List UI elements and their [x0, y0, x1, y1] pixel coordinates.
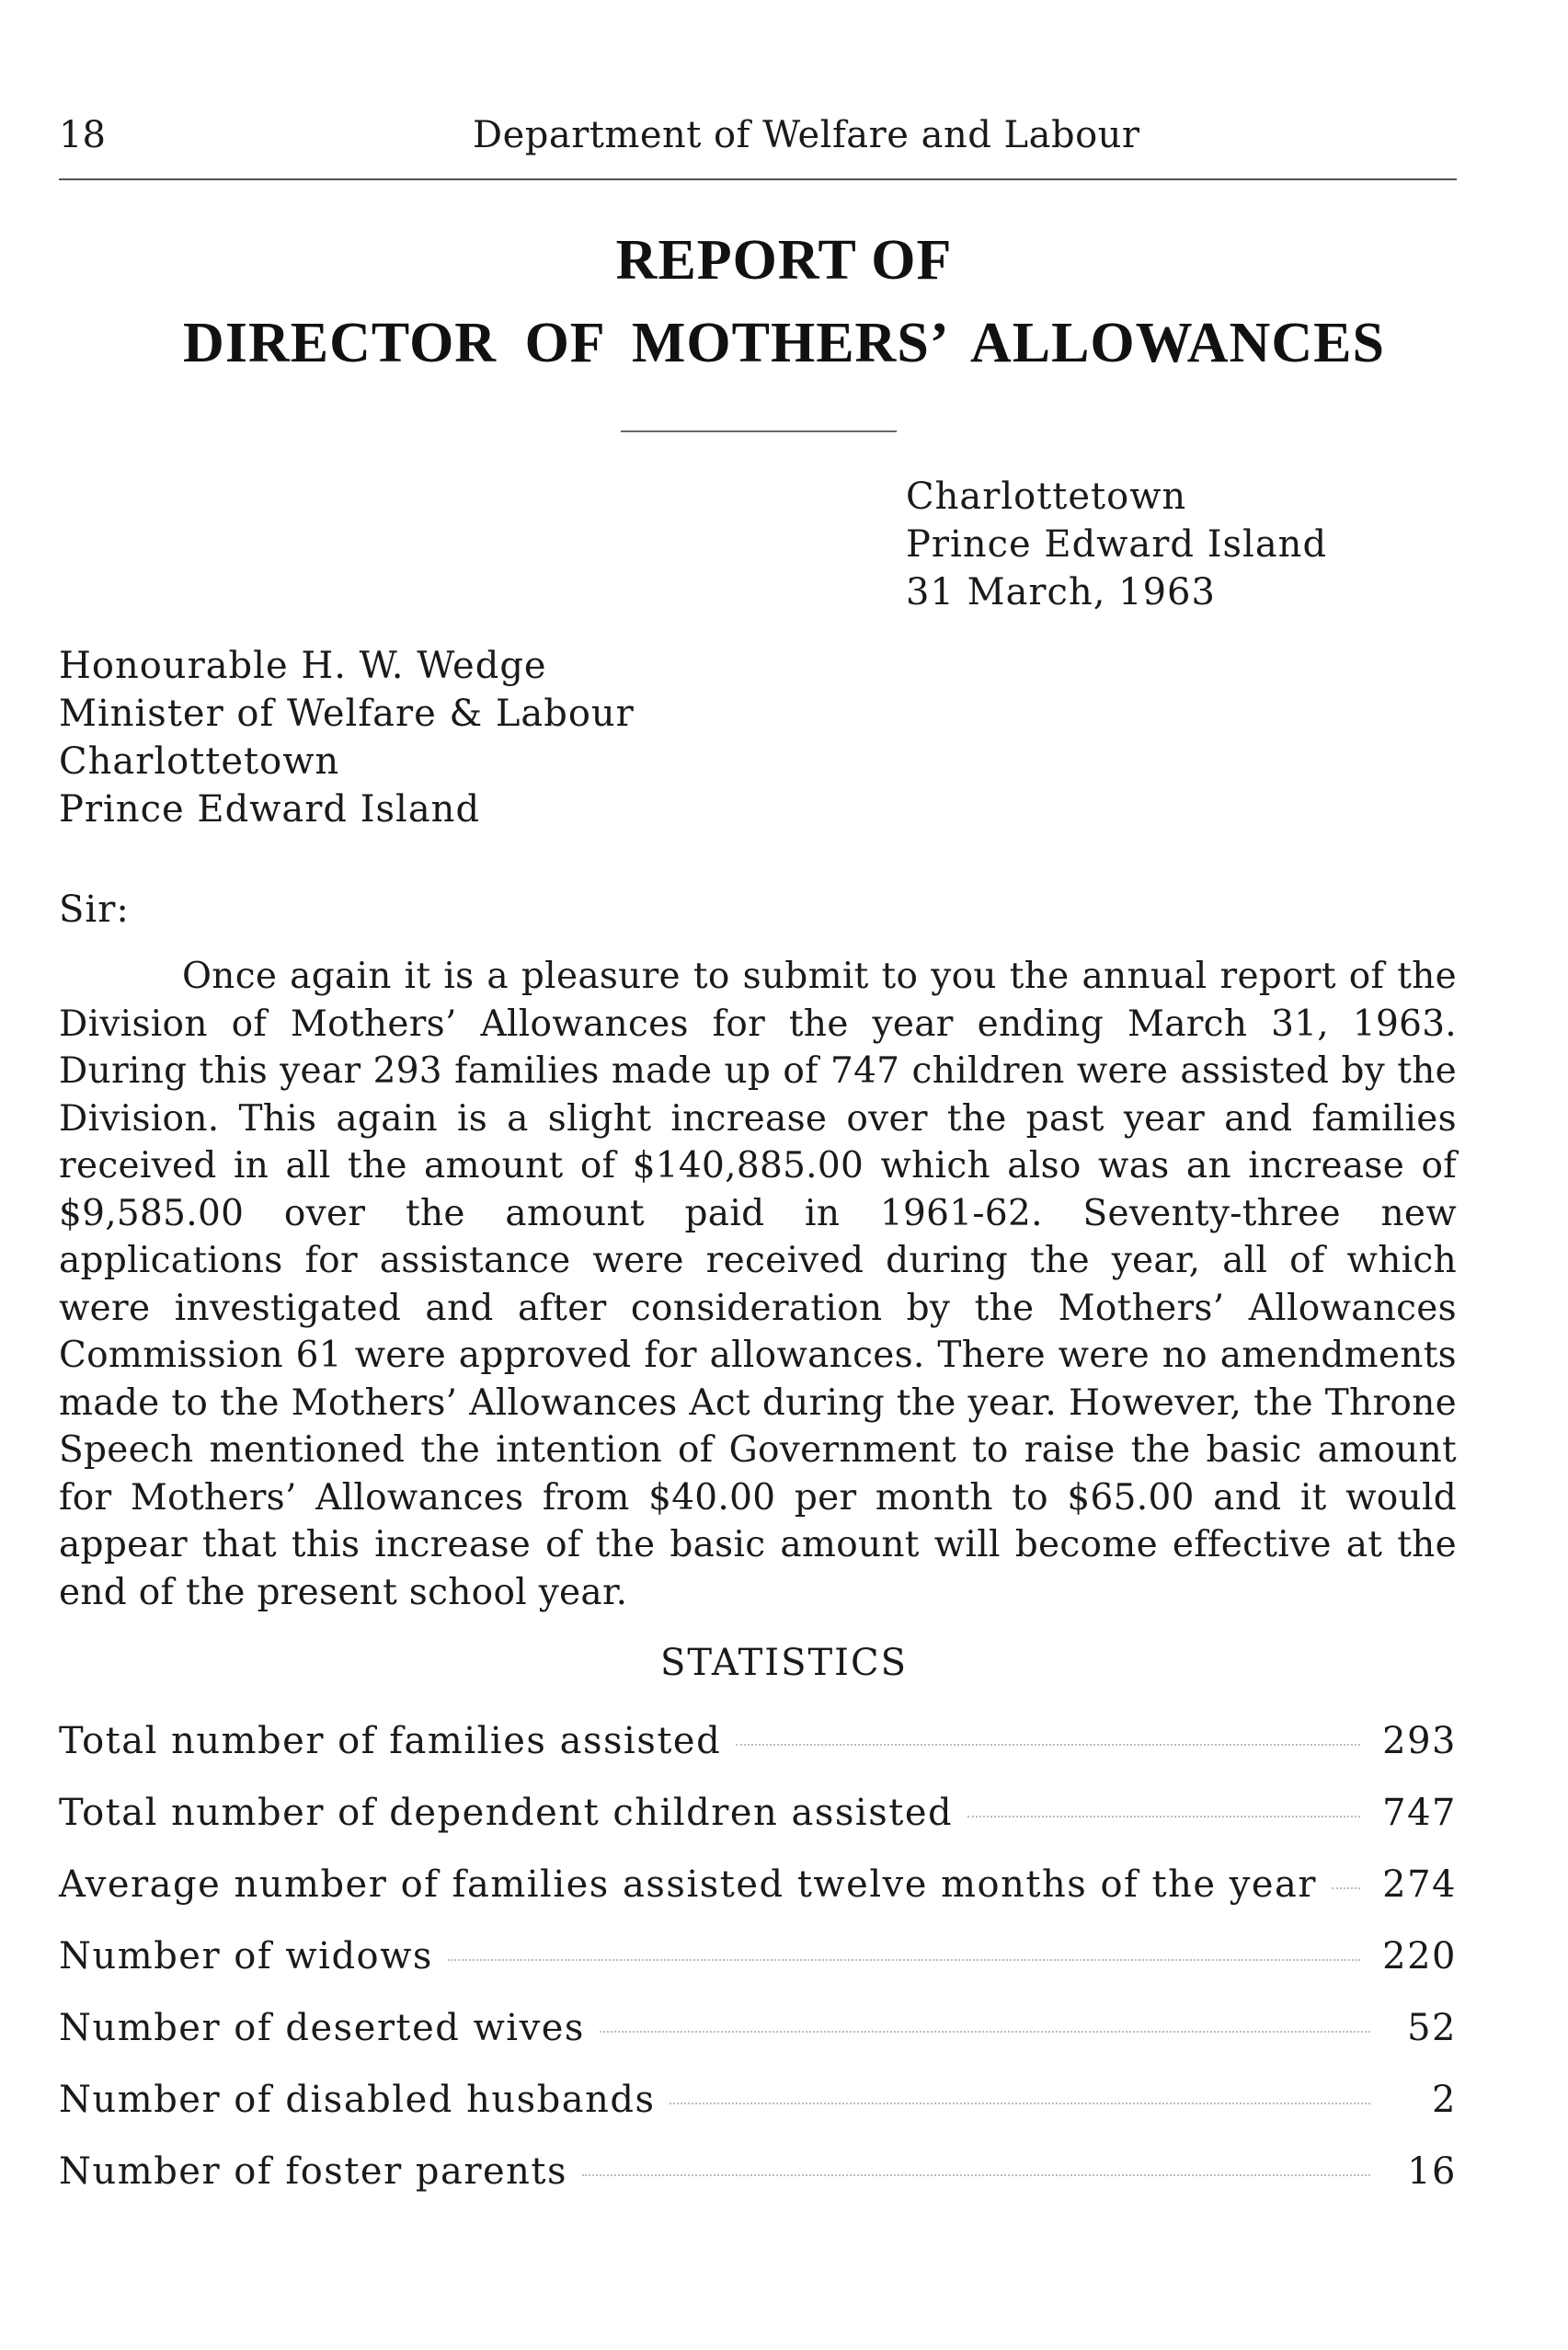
addressee-name: Honourable H. W. Wedge	[59, 645, 547, 687]
dot-leader	[967, 1816, 1360, 1817]
addressee-city: Charlottetown	[59, 740, 340, 783]
stat-value: 747	[1382, 1792, 1457, 1834]
addressee-province: Prince Edward Island	[59, 788, 481, 831]
report-body-paragraph: Once again it is a pleasure to submit to you the annual report of the Division of Mothers’ Allowances for the year ending March 31, 1963. During this year 293 families made up of 747 children were assisted by the Division. This again is a slight increase over the past year and families received in all the amount of $140,885.00 which also was an increase of $9,585.00 over the amount paid in 1961-62. Seventy-three new applications for assistance were received during the year, all of which were investigated and after consideration by the Mothers’ Allowances Commission 61 were approved for allowances. There were no amendments made to the Mothers’ Allowances Act during the year. However, the Throne Speech mentioned the intention of Government to raise the basic amount for Mothers’ Allowances from $40.00 per month to $65.00 and it would appear that this increase of the basic amount will become effective at the end of the present school year.	[59, 956, 1457, 1613]
place-and-date	[906, 473, 1327, 616]
stat-label: Number of foster parents	[59, 2150, 568, 2193]
addressee-title: Minister of Welfare & Labour	[59, 693, 635, 735]
stat-row-foster-parents	[59, 2150, 1457, 2222]
stat-row-widows	[59, 1935, 1457, 2007]
stat-row-families	[59, 1720, 1457, 1792]
letter-date: 31 March, 1963	[906, 571, 1216, 613]
dot-leader	[582, 2174, 1370, 2176]
stat-row-disabled-husbands	[59, 2079, 1457, 2150]
dot-leader	[600, 2031, 1370, 2033]
stat-value: 293	[1382, 1720, 1457, 1762]
stat-row-children	[59, 1792, 1457, 1863]
title-divider	[621, 430, 897, 432]
statistics-table	[59, 1720, 1457, 2222]
addressee-block	[59, 642, 635, 833]
dot-leader	[448, 1959, 1360, 1961]
salutation: Sir:	[59, 888, 130, 931]
report-title-line-2: DIRECTOR OF MOTHERS’ ALLOWANCES	[183, 312, 1385, 374]
page-number: 18	[59, 114, 106, 156]
stat-value: 2	[1432, 2079, 1457, 2121]
stat-value: 274	[1382, 1863, 1457, 1906]
stat-row-average-families	[59, 1863, 1457, 1935]
dot-leader	[736, 1744, 1360, 1746]
stat-label: Average number of families assisted twelve months of the year	[59, 1863, 1318, 1906]
statistics-heading: STATISTICS	[660, 1642, 908, 1684]
department-name: Department of Welfare and Labour	[473, 114, 1140, 156]
stat-value: 52	[1407, 2007, 1457, 2049]
running-header	[59, 112, 1457, 158]
header-rule	[59, 178, 1457, 180]
stat-label: Number of deserted wives	[59, 2007, 585, 2049]
dot-leader	[670, 2103, 1370, 2104]
stat-label: Total number of dependent children assisted	[59, 1792, 954, 1834]
place-city: Charlottetown	[906, 476, 1187, 518]
dot-leader	[1332, 1887, 1360, 1889]
report-title-line-1: REPORT OF	[615, 229, 953, 292]
stat-label: Number of disabled husbands	[59, 2079, 656, 2121]
stat-label: Total number of families assisted	[59, 1720, 722, 1762]
stat-value: 16	[1407, 2150, 1457, 2193]
stat-value: 220	[1382, 1935, 1457, 1977]
stat-row-deserted-wives	[59, 2007, 1457, 2079]
place-province: Prince Edward Island	[906, 523, 1328, 566]
stat-label: Number of widows	[59, 1935, 433, 1977]
